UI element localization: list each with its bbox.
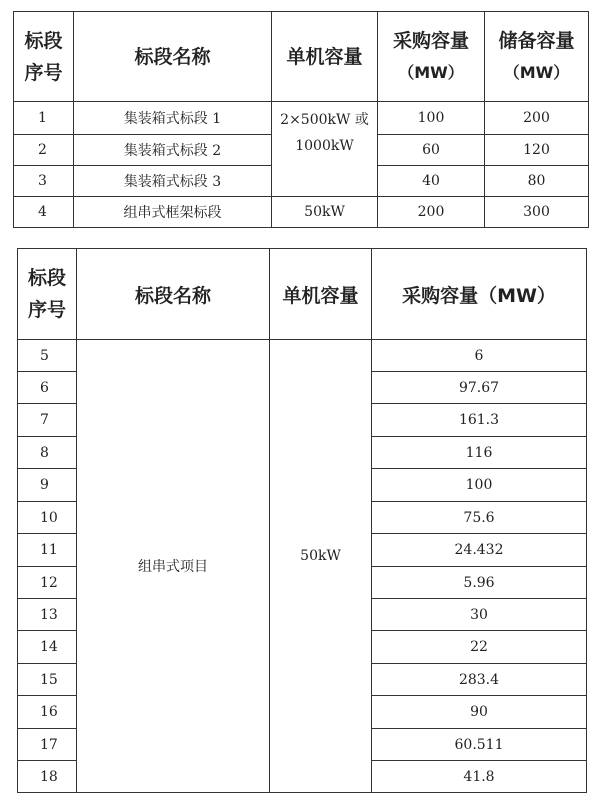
header-name: 标段名称 <box>74 12 272 102</box>
header-unit-capacity: 单机容量 <box>270 249 372 340</box>
purchase-cell: 100 <box>372 469 587 502</box>
name-cell: 集装箱式标段 1 <box>74 102 272 135</box>
unit-capacity-cell: 50kW <box>272 197 378 228</box>
seq-cell: 9 <box>18 469 77 502</box>
seq-cell: 16 <box>18 696 77 729</box>
seq-cell: 15 <box>18 664 77 696</box>
unit-capacity-merged-cell: 2×500kW 或 1000kW <box>272 102 378 197</box>
seq-cell: 13 <box>18 599 77 631</box>
table-row <box>14 197 589 228</box>
purchase-cell: 30 <box>372 599 587 631</box>
purchase-cell: 75.6 <box>372 502 587 534</box>
purchase-cell: 6 <box>372 340 587 372</box>
purchase-cell: 90 <box>372 696 587 729</box>
purchase-cell: 5.96 <box>372 567 587 599</box>
seq-cell: 7 <box>18 404 77 437</box>
purchase-cell: 60.511 <box>372 729 587 761</box>
name-cell: 集装箱式标段 2 <box>74 135 272 166</box>
unit-capacity-merged-cell: 50kW <box>270 340 372 793</box>
seq-cell: 1 <box>14 102 74 135</box>
header-purchase-capacity: 采购容量（MW） <box>372 249 587 340</box>
table2-header-row <box>18 249 587 340</box>
purchase-cell: 200 <box>378 197 485 228</box>
reserve-cell: 120 <box>485 135 589 166</box>
seq-cell: 6 <box>18 372 77 404</box>
header-name: 标段名称 <box>77 249 270 340</box>
name-cell: 组串式框架标段 <box>74 197 272 228</box>
header-purchase-capacity: 采购容量 （MW） <box>378 12 485 102</box>
seq-cell: 18 <box>18 761 77 793</box>
header-reserve-capacity: 储备容量 （MW） <box>485 12 589 102</box>
seq-cell: 8 <box>18 437 77 469</box>
seq-cell: 17 <box>18 729 77 761</box>
tender-table-1 <box>13 11 589 228</box>
purchase-cell: 22 <box>372 631 587 664</box>
purchase-cell: 97.67 <box>372 372 587 404</box>
tender-table-2 <box>17 248 587 793</box>
reserve-cell: 300 <box>485 197 589 228</box>
seq-cell: 11 <box>18 534 77 567</box>
header-unit-capacity: 单机容量 <box>272 12 378 102</box>
seq-cell: 4 <box>14 197 74 228</box>
header-seq: 标段 序号 <box>14 12 74 102</box>
purchase-cell: 24.432 <box>372 534 587 567</box>
purchase-cell: 100 <box>378 102 485 135</box>
table1-header-row <box>14 12 589 102</box>
seq-cell: 2 <box>14 135 74 166</box>
project-name-merged-cell: 组串式项目 <box>77 340 270 793</box>
purchase-cell: 283.4 <box>372 664 587 696</box>
reserve-cell: 80 <box>485 166 589 197</box>
table-row <box>18 340 587 372</box>
purchase-cell: 60 <box>378 135 485 166</box>
seq-cell: 10 <box>18 502 77 534</box>
seq-cell: 5 <box>18 340 77 372</box>
purchase-cell: 161.3 <box>372 404 587 437</box>
header-seq: 标段 序号 <box>18 249 77 340</box>
seq-cell: 14 <box>18 631 77 664</box>
name-cell: 集装箱式标段 3 <box>74 166 272 197</box>
seq-cell: 12 <box>18 567 77 599</box>
purchase-cell: 116 <box>372 437 587 469</box>
reserve-cell: 200 <box>485 102 589 135</box>
table-row <box>14 102 589 135</box>
purchase-cell: 40 <box>378 166 485 197</box>
purchase-cell: 41.8 <box>372 761 587 793</box>
seq-cell: 3 <box>14 166 74 197</box>
